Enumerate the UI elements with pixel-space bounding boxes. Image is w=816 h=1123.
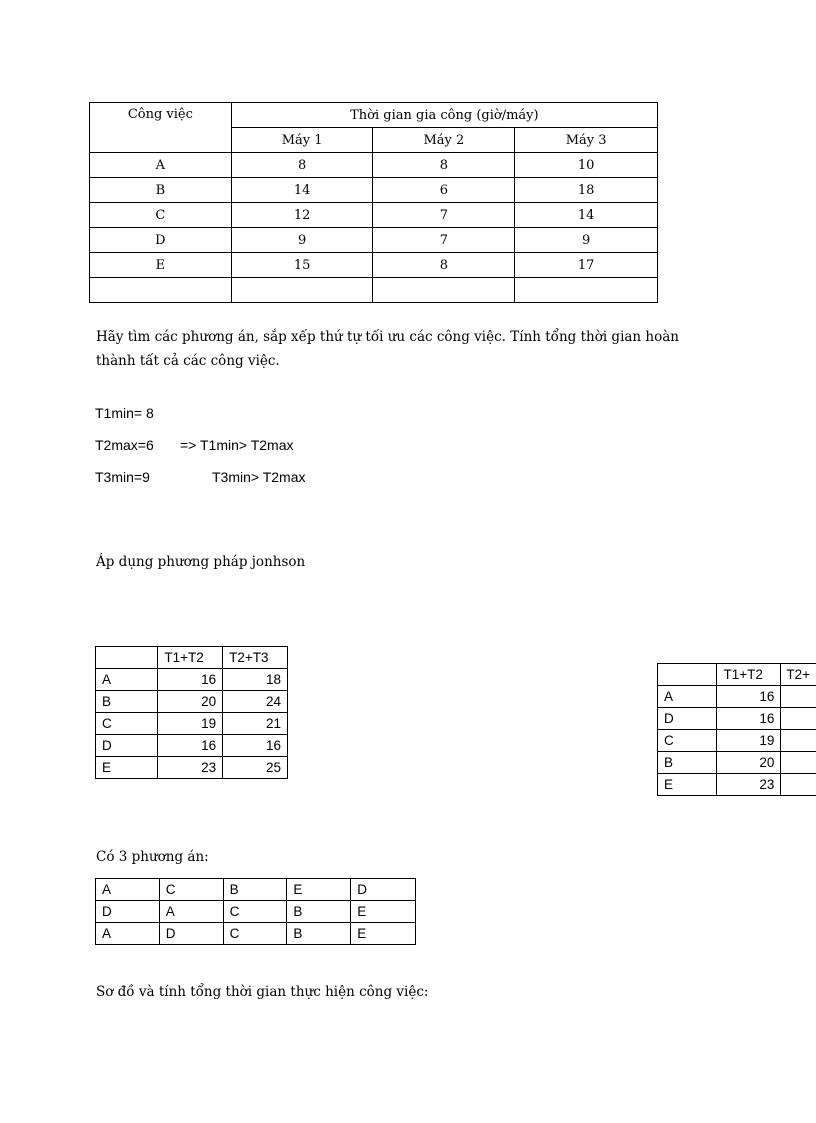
cell-job: C	[90, 203, 232, 228]
table-row	[96, 691, 288, 713]
cell-m1: 12	[231, 203, 373, 228]
method-text: Áp dụng phương pháp jonhson	[96, 554, 306, 570]
cell-job: B	[96, 691, 158, 713]
sorted-table	[657, 663, 816, 796]
cell-m3: 9	[515, 228, 658, 253]
cell-m2: 7	[373, 228, 515, 253]
cell-job: B	[658, 752, 717, 774]
cell-t2t3	[781, 752, 816, 774]
cell-job: A	[90, 153, 232, 178]
header-t2t3: T2+T3	[223, 647, 288, 669]
cell-m2: 8	[373, 253, 515, 278]
header-machine-2: Máy 2	[373, 128, 515, 153]
cell-t1t2: 19	[717, 730, 781, 752]
table-row-empty	[90, 278, 658, 303]
option-cell: A	[96, 879, 160, 901]
cell-job: D	[90, 228, 232, 253]
options-table	[95, 878, 416, 945]
cell-t2t3: 21	[223, 713, 288, 735]
option-cell: B	[223, 879, 287, 901]
processing-time-table	[89, 102, 658, 303]
cell-job	[90, 278, 232, 303]
t1min-text: T1min= 8	[95, 405, 154, 421]
cell-m1: 9	[231, 228, 373, 253]
question-line-1: Hãy tìm các phương án, sắp xếp thứ tự tối ưu các công việc. Tính tổng thời gian hoàn	[96, 329, 679, 345]
cell-t2t3: 16	[223, 735, 288, 757]
option-cell: E	[287, 879, 351, 901]
header-t1t2: T1+T2	[158, 647, 223, 669]
cell-t1t2: 23	[158, 757, 223, 779]
cell-t1t2: 16	[717, 708, 781, 730]
cell-job: A	[658, 686, 717, 708]
cell-m1: 15	[231, 253, 373, 278]
cell-m3: 14	[515, 203, 658, 228]
table-row	[658, 752, 816, 774]
cell-m3	[515, 278, 658, 303]
question-line-2: thành tất cả các công việc.	[96, 353, 280, 369]
cell-job: C	[96, 713, 158, 735]
option-cell: D	[96, 901, 160, 923]
table-row	[96, 879, 416, 901]
table-header-row	[90, 103, 658, 128]
cell-m2: 6	[373, 178, 515, 203]
option-cell: B	[287, 923, 351, 945]
option-cell: E	[351, 901, 416, 923]
cell-m2: 7	[373, 203, 515, 228]
option-cell: E	[351, 923, 416, 945]
header-t1t2: T1+T2	[717, 664, 781, 686]
table-header-row	[658, 664, 816, 686]
table-row	[96, 735, 288, 757]
table-row	[658, 730, 816, 752]
table-header-row	[96, 647, 288, 669]
table-row	[90, 178, 658, 203]
sum-table	[95, 646, 288, 779]
question-paragraph	[96, 325, 756, 373]
cell-job: A	[96, 669, 158, 691]
cell-job: E	[90, 253, 232, 278]
table-row	[90, 153, 658, 178]
diagram-label: Sơ đồ và tính tổng thời gian thực hiện công việc:	[96, 984, 429, 1000]
table-row	[90, 253, 658, 278]
cell-t1t2: 20	[717, 752, 781, 774]
table-row	[96, 713, 288, 735]
header-job: Công việc	[90, 103, 232, 153]
table-row	[658, 686, 816, 708]
cell-t1t2: 23	[717, 774, 781, 796]
option-cell: C	[223, 901, 287, 923]
cell-t1t2: 16	[158, 735, 223, 757]
header-machine-3: Máy 3	[515, 128, 658, 153]
implication-text-2: T3min> T2max	[212, 469, 306, 485]
cell-t2t3	[781, 686, 816, 708]
cell-m3: 17	[515, 253, 658, 278]
cell-t1t2: 16	[158, 669, 223, 691]
cell-m2: 8	[373, 153, 515, 178]
cell-m1	[231, 278, 373, 303]
t3min-text: T3min=9	[95, 469, 150, 485]
cell-t1t2: 16	[717, 686, 781, 708]
cell-m2	[373, 278, 515, 303]
cell-job: C	[658, 730, 717, 752]
cell-job: E	[658, 774, 717, 796]
cell-t2t3: 25	[223, 757, 288, 779]
t2max-text: T2max=6	[95, 437, 154, 453]
cell-m3: 10	[515, 153, 658, 178]
header-machine-1: Máy 1	[231, 128, 373, 153]
option-cell: D	[351, 879, 416, 901]
cell-m1: 14	[231, 178, 373, 203]
header-empty	[658, 664, 717, 686]
option-cell: C	[159, 879, 223, 901]
cell-t2t3	[781, 774, 816, 796]
cell-t2t3	[781, 730, 816, 752]
table-row	[96, 923, 416, 945]
header-time: Thời gian gia công (giờ/máy)	[231, 103, 657, 128]
cell-job: D	[96, 735, 158, 757]
cell-t1t2: 20	[158, 691, 223, 713]
cell-t2t3: 24	[223, 691, 288, 713]
table-row	[96, 757, 288, 779]
cell-job: E	[96, 757, 158, 779]
option-cell: C	[223, 923, 287, 945]
option-cell: B	[287, 901, 351, 923]
cell-job: D	[658, 708, 717, 730]
implication-text-1: => T1min> T2max	[180, 437, 294, 453]
options-label: Có 3 phương án:	[96, 849, 209, 865]
table-row	[658, 774, 816, 796]
table-row	[90, 203, 658, 228]
cell-m3: 18	[515, 178, 658, 203]
option-cell: A	[96, 923, 160, 945]
cell-t1t2: 19	[158, 713, 223, 735]
table-row	[96, 669, 288, 691]
table-row	[90, 228, 658, 253]
option-cell: A	[159, 901, 223, 923]
option-cell: D	[159, 923, 223, 945]
header-t2t3: T2+	[781, 664, 816, 686]
table-row	[658, 708, 816, 730]
cell-t2t3	[781, 708, 816, 730]
cell-job: B	[90, 178, 232, 203]
table-row	[96, 901, 416, 923]
cell-t2t3: 18	[223, 669, 288, 691]
header-empty	[96, 647, 158, 669]
cell-m1: 8	[231, 153, 373, 178]
